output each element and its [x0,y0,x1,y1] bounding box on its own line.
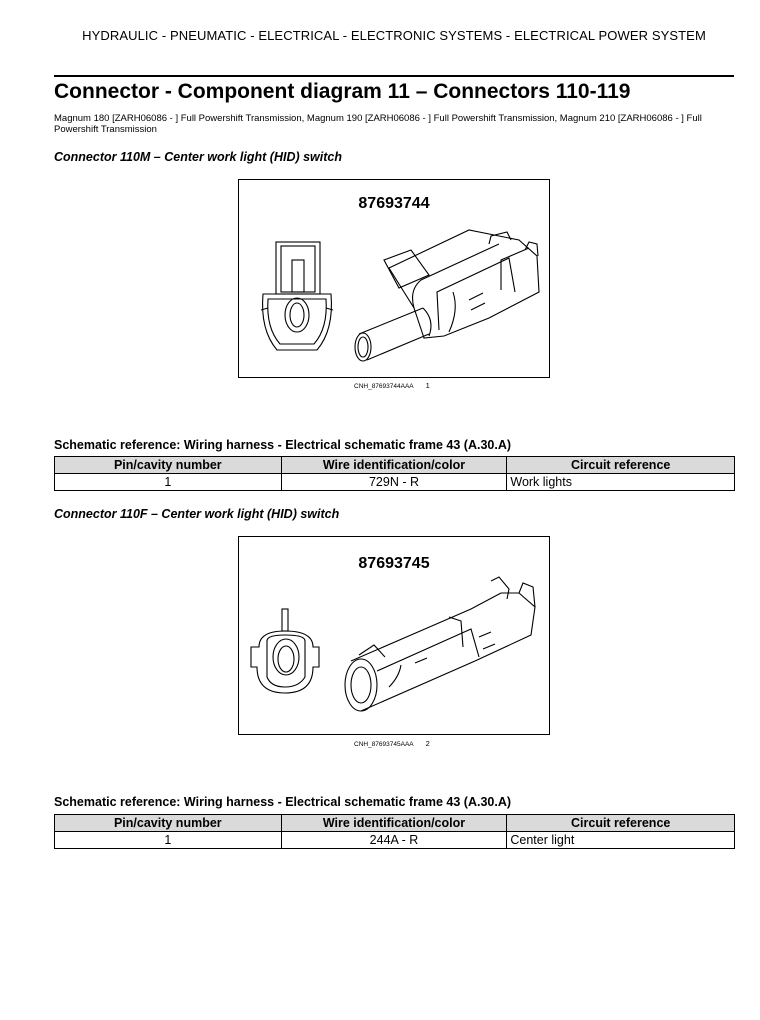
cell-circuit: Center light [507,832,735,849]
caption-code: CNH_87693744AAA [354,383,414,390]
column-header-circuit: Circuit reference [507,457,735,474]
figure-connector-110m [238,179,550,378]
column-header-circuit: Circuit reference [507,815,735,832]
header-rule [54,75,734,77]
figure-caption-110f [354,739,430,748]
figure-connector-110f [238,536,550,735]
part-number-110m: 87693744 [358,195,430,212]
applicability-note: Magnum 180 [ZARH06086 - ] Full Powershift Transmission, Magnum 190 [ZARH06086 - ] Full Powershift Transmission, Magnum 210 [ZARH06086 - ] Full Powershift Transmission [54,113,702,135]
cell-wire: 729N - R [281,474,507,491]
connector-110m-side-view [355,230,539,361]
column-header-pin: Pin/cavity number [55,815,282,832]
table-header-row [55,815,735,832]
connector-110f-side-view [345,577,535,711]
figure-caption-110m [354,381,430,390]
connector-110m-drawing [239,180,549,377]
cell-wire: 244A - R [281,832,507,849]
page-title: Connector - Component diagram 11 – Connectors 110-119 [54,80,631,103]
pin-table-110m [54,456,735,491]
column-header-wire: Wire identification/color [281,457,507,474]
section-title-110f: Connector 110F – Center work light (HID) switch [54,507,340,521]
table-header-row [55,457,735,474]
schematic-reference-110m: Schematic reference: Wiring harness - Electrical schematic frame 43 (A.30.A) [54,438,512,452]
cell-pin: 1 [55,832,282,849]
column-header-wire: Wire identification/color [281,815,507,832]
caption-code: CNH_87693745AAA [354,741,414,748]
cell-pin: 1 [55,474,282,491]
schematic-reference-110f: Schematic reference: Wiring harness - Electrical schematic frame 43 (A.30.A) [54,795,512,809]
connector-110f-front-view [251,609,319,693]
table-row [55,832,735,849]
figure-number: 1 [425,381,430,390]
page-header: HYDRAULIC - PNEUMATIC - ELECTRICAL - ELECTRONIC SYSTEMS - ELECTRICAL POWER SYSTEM [82,28,706,43]
connector-110f-drawing [239,537,549,734]
pin-table-110f [54,814,735,849]
figure-number: 2 [425,739,430,748]
part-number-110f: 87693745 [358,555,430,572]
connector-110m-front-view [261,242,333,350]
column-header-pin: Pin/cavity number [55,457,282,474]
cell-circuit: Work lights [507,474,735,491]
section-title-110m: Connector 110M – Center work light (HID) switch [54,150,343,164]
table-row [55,474,735,491]
